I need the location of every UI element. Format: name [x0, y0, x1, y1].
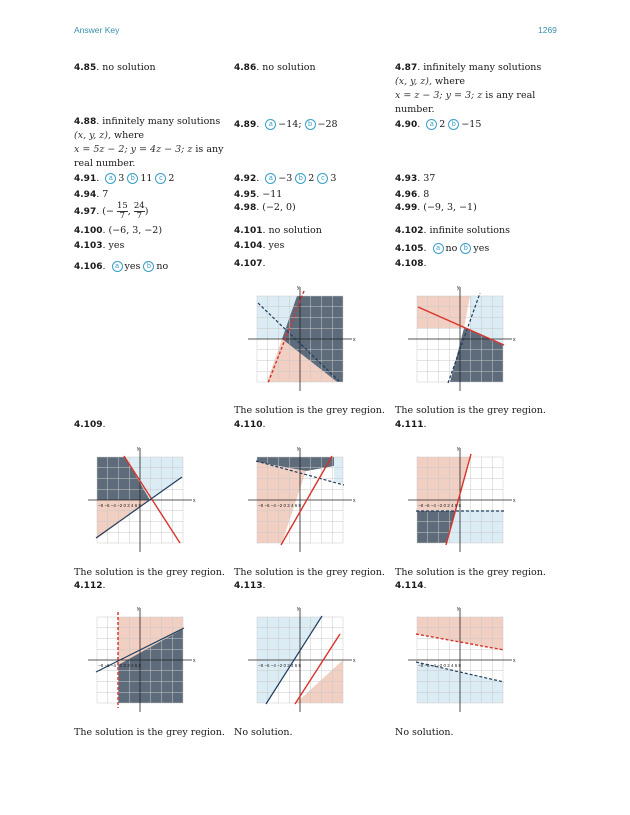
caption-4-111: The solution is the grey region.	[395, 567, 546, 578]
answer-4-113: 4.113.	[234, 580, 266, 591]
answer-4-89: 4.89. a −14; b −28	[234, 119, 338, 130]
svg-text:x: x	[353, 658, 356, 664]
svg-text:x: x	[193, 658, 196, 664]
svg-text:y: y	[297, 606, 300, 612]
answer-4-105: 4.105. a no b yes	[395, 243, 490, 254]
svg-text:−8 −6 −4 −2 0 2 4 6 8: −8 −6 −4 −2 0 2 4 6 8	[258, 503, 302, 508]
answer-4-109: 4.109.	[74, 419, 106, 430]
svg-text:−8 −6 −4 −2 0 2 4 6 8: −8 −6 −4 −2 0 2 4 6 8	[98, 503, 142, 508]
answer-4-111: 4.111.	[395, 419, 427, 430]
svg-text:x: x	[193, 498, 196, 504]
caption-4-108: The solution is the grey region.	[395, 405, 546, 416]
answer-4-100: 4.100. (−6, 3, −2)	[74, 225, 163, 236]
answer-4-87: 4.87. infinitely many solutions (x, y, z), where x = z − 3; y = 3; z is any real number.	[395, 62, 542, 115]
svg-text:x: x	[353, 498, 356, 504]
svg-text:y: y	[137, 446, 140, 452]
answer-4-88: 4.88. infinitely many solutions (x, y, z), where x = 5z − 2; y = 4z − 3; z is any real number.	[74, 116, 224, 169]
running-header: Answer Key	[74, 25, 120, 35]
answer-4-85: 4.85. no solution	[74, 62, 156, 73]
caption-4-114: No solution.	[395, 727, 454, 738]
answer-4-93: 4.93. 37	[395, 173, 436, 184]
answer-4-112: 4.112.	[74, 580, 106, 591]
svg-text:−8 −6 −4 −2 0 2 4 6 8: −8 −6 −4 −2 0 2 4 6 8	[98, 663, 142, 668]
graph-4-110	[244, 444, 356, 560]
answer-4-90: 4.90. a 2 b −15	[395, 119, 482, 130]
answer-4-99: 4.99. (−9, 3, −1)	[395, 202, 477, 213]
answer-4-108: 4.108.	[395, 258, 427, 269]
svg-text:y: y	[297, 285, 300, 291]
answer-4-96: 4.96. 8	[395, 189, 430, 200]
graph-4-109	[84, 444, 196, 560]
svg-text:−8 −6 −4 −2 0 2 4 6 8: −8 −6 −4 −2 0 2 4 6 8	[418, 663, 462, 668]
answer-4-103: 4.103. yes	[74, 240, 125, 251]
answer-4-110: 4.110.	[234, 419, 266, 430]
svg-text:y: y	[297, 446, 300, 452]
svg-text:x: x	[513, 658, 516, 664]
svg-text:y: y	[457, 285, 460, 291]
svg-text:y: y	[137, 606, 140, 612]
page-number: 1269	[538, 25, 557, 35]
answer-4-92: 4.92. a −3 b 2 c 3	[234, 173, 337, 184]
graph-4-114	[404, 604, 516, 720]
svg-text:y: y	[457, 446, 460, 452]
answer-4-107: 4.107.	[234, 258, 266, 269]
caption-4-110: The solution is the grey region.	[234, 567, 385, 578]
caption-4-107: The solution is the grey region.	[234, 405, 385, 416]
answer-4-114: 4.114.	[395, 580, 427, 591]
caption-4-113: No solution.	[234, 727, 293, 738]
answer-4-91: 4.91. a 3 b 11 c 2	[74, 173, 175, 184]
answer-4-94: 4.94. 7	[74, 189, 109, 200]
svg-text:x: x	[353, 337, 356, 343]
answer-4-106: 4.106. a yes b no	[74, 261, 169, 272]
answer-4-102: 4.102. infinite solutions	[395, 225, 510, 236]
answer-4-95: 4.95. −11	[234, 189, 283, 200]
svg-text:x: x	[513, 337, 516, 343]
graph-4-113	[244, 604, 356, 720]
svg-text:−8 −6 −4 −2 0 2 4 6 8: −8 −6 −4 −2 0 2 4 6 8	[418, 503, 462, 508]
graph-4-107	[244, 283, 356, 399]
answer-4-86: 4.86. no solution	[234, 62, 316, 73]
caption-4-112: The solution is the grey region.	[74, 727, 225, 738]
graph-4-108	[404, 283, 516, 399]
svg-text:−8 −6 −4 −2 0 2 4 6 8: −8 −6 −4 −2 0 2 4 6 8	[258, 663, 302, 668]
svg-text:x: x	[513, 498, 516, 504]
graph-4-112	[84, 604, 196, 720]
graph-4-111	[404, 444, 516, 560]
answer-4-101: 4.101. no solution	[234, 225, 322, 236]
svg-text:y: y	[457, 606, 460, 612]
answer-4-98: 4.98. (−2, 0)	[234, 202, 296, 213]
answer-4-97: 4.97. (− $\frac{15}{7}$ , $\frac{24}{7}$ )	[74, 201, 149, 221]
answer-4-104: 4.104. yes	[234, 240, 285, 251]
caption-4-109: The solution is the grey region.	[74, 567, 225, 578]
